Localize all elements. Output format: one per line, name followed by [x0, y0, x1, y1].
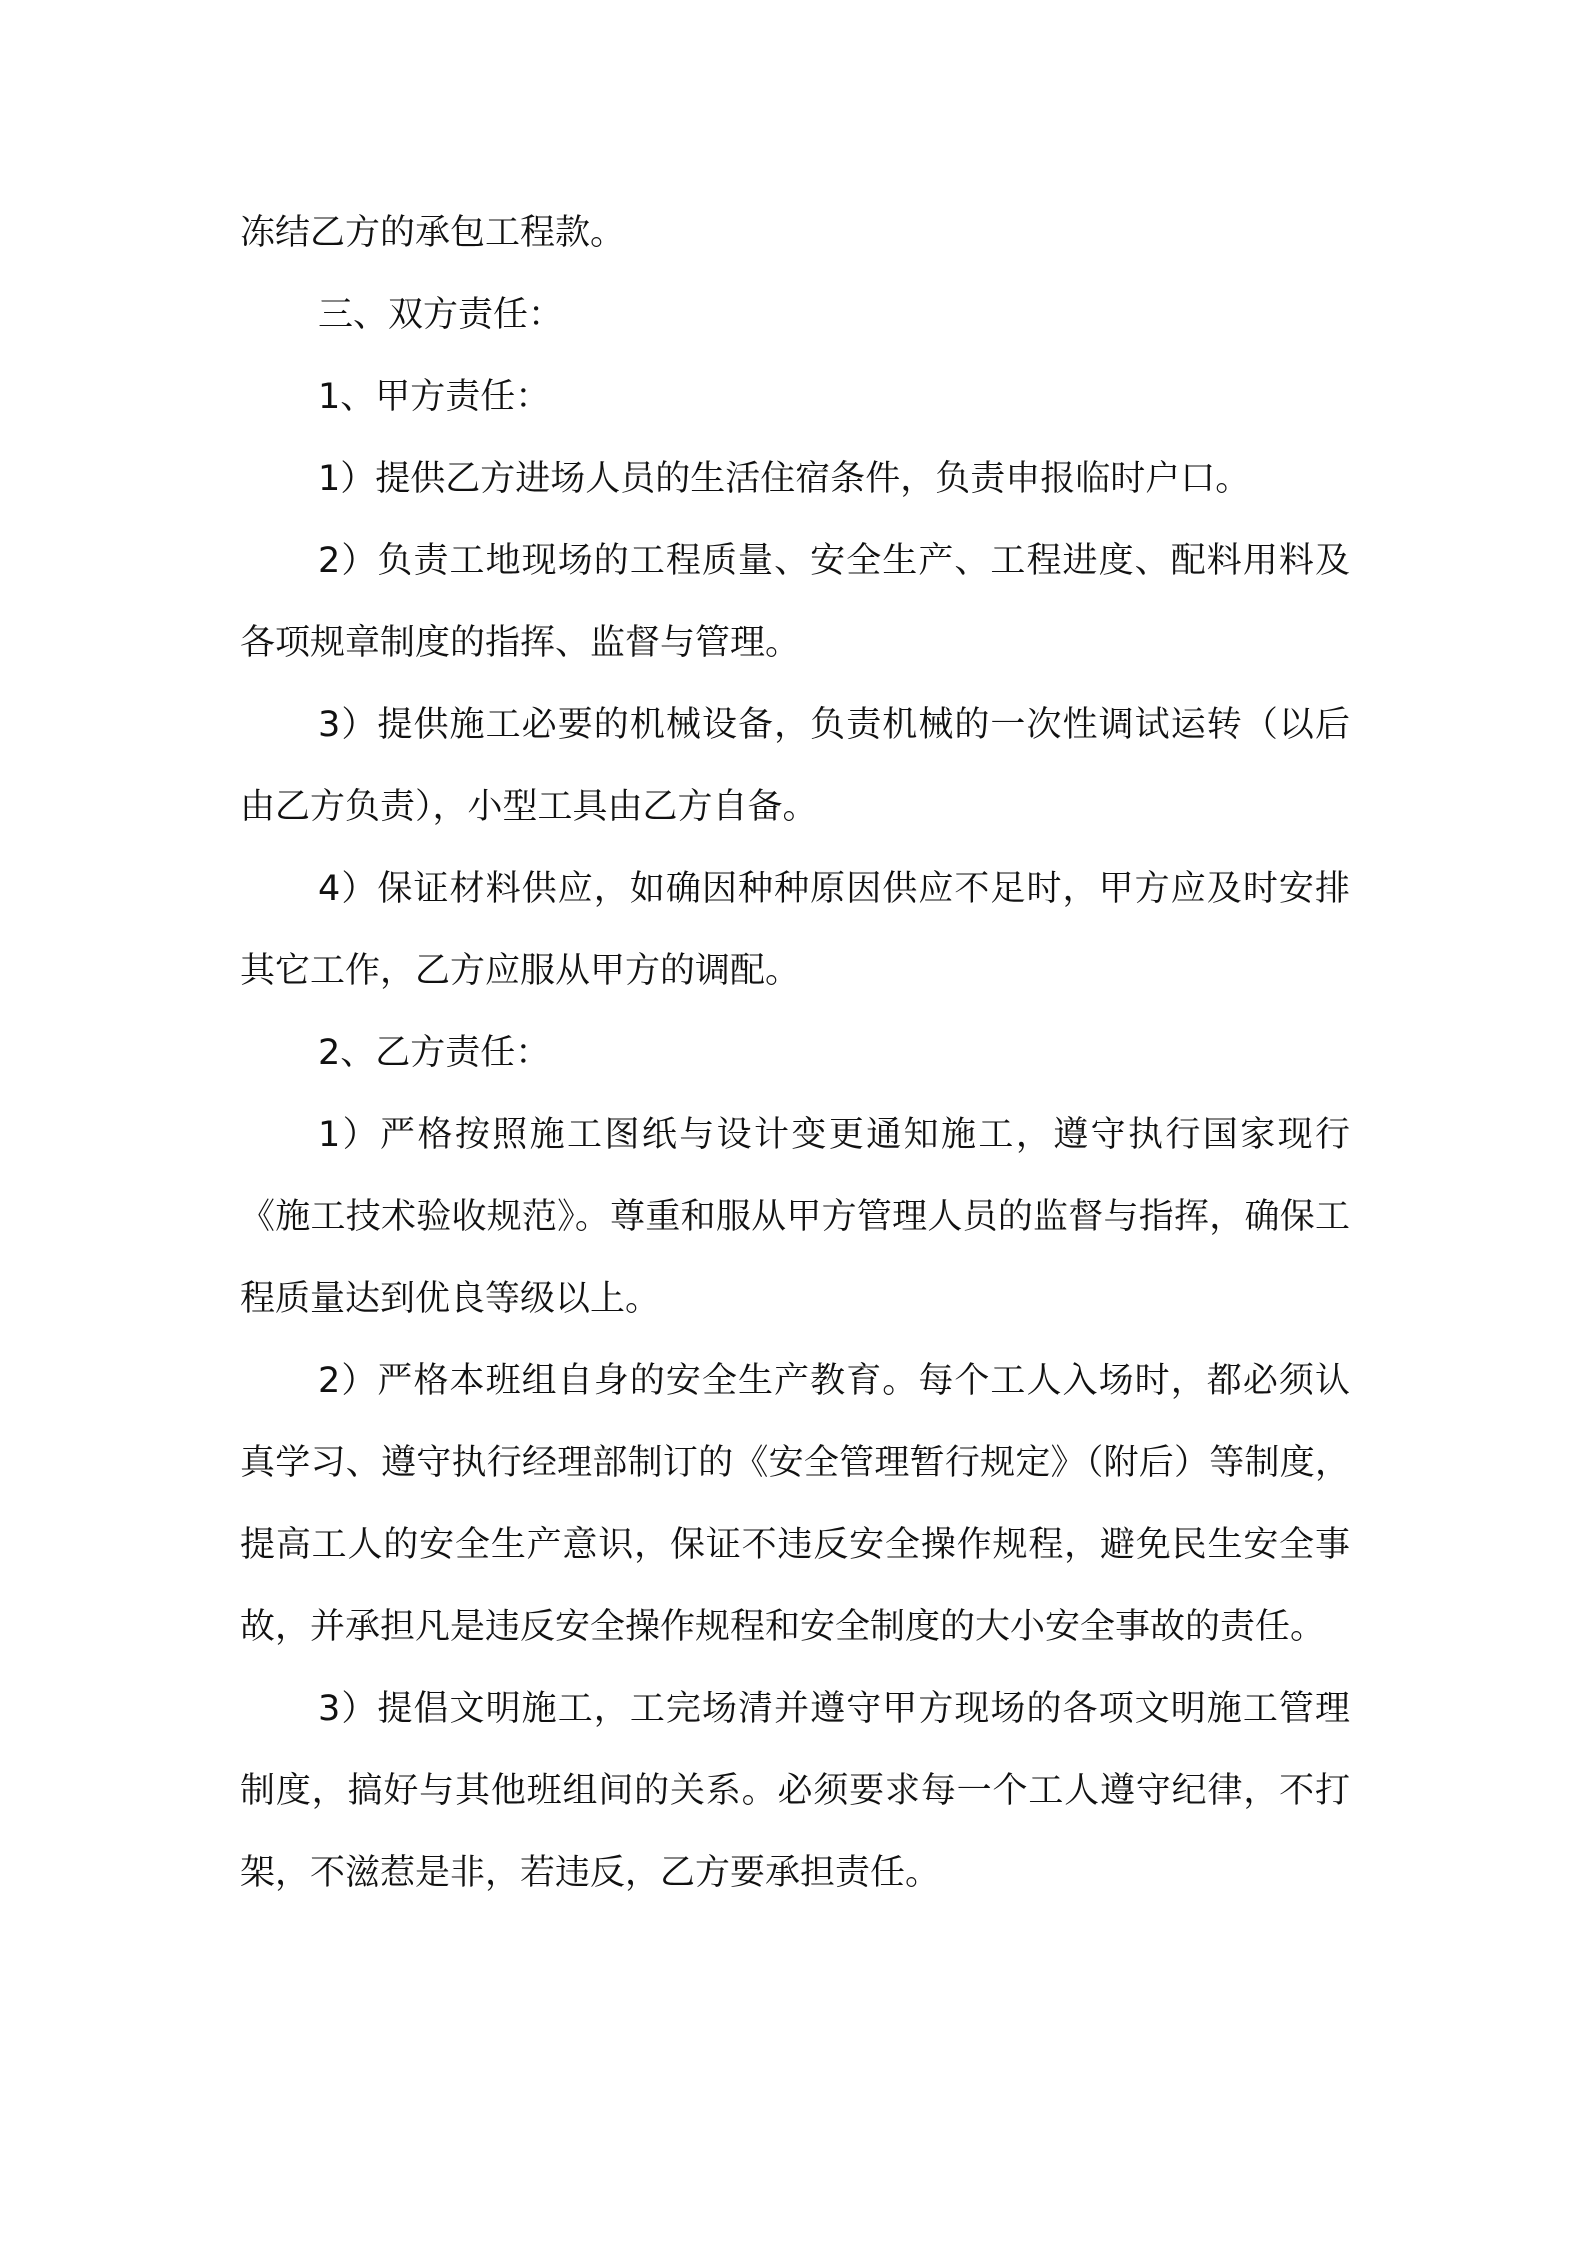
paragraph: 1）严格按照施工图纸与设计变更通知施工，遵守执行国家现行《施工技术验收规范》。尊重和服从甲方管理人员的监督与指挥，确保工程质量达到优良等级以上。	[240, 1115, 1350, 1319]
paragraph: 2）严格本班组自身的安全生产教育。每个工人入场时，都必须认真学习、遵守执行经理部制订的《安全管理暂行规定》（附后）等制度，提高工人的安全生产意识，保证不违反安全操作规程，避免民生安全事故，并承担凡是违反安全操作规程和安全制度的大小安全事故的责任。	[240, 1361, 1350, 1647]
paragraph: 3）提倡文明施工，工完场清并遵守甲方现场的各项文明施工管理制度，搞好与其他班组间的关系。必须要求每一个工人遵守纪律，不打架，不滋惹是非，若违反，乙方要承担责任。	[240, 1689, 1350, 1893]
paragraph: 冻结乙方的承包工程款。	[240, 213, 626, 253]
paragraph: 3）提供施工必要的机械设备，负责机械的一次性调试运转（以后由乙方负责），小型工具由乙方自备。	[240, 705, 1350, 827]
document-body	[240, 192, 1350, 1914]
paragraph: 1）提供乙方进场人员的生活住宿条件，负责申报临时户口。	[318, 459, 1251, 499]
subsection-heading: 1、甲方责任：	[318, 377, 551, 417]
paragraph: 4）保证材料供应，如确因种种原因供应不足时，甲方应及时安排其它工作，乙方应服从甲方的调配。	[240, 869, 1350, 991]
section-heading: 三、双方责任：	[318, 295, 564, 335]
paragraph: 2）负责工地现场的工程质量、安全生产、工程进度、配料用料及各项规章制度的指挥、监督与管理。	[240, 541, 1350, 663]
subsection-heading: 2、乙方责任：	[318, 1033, 551, 1073]
